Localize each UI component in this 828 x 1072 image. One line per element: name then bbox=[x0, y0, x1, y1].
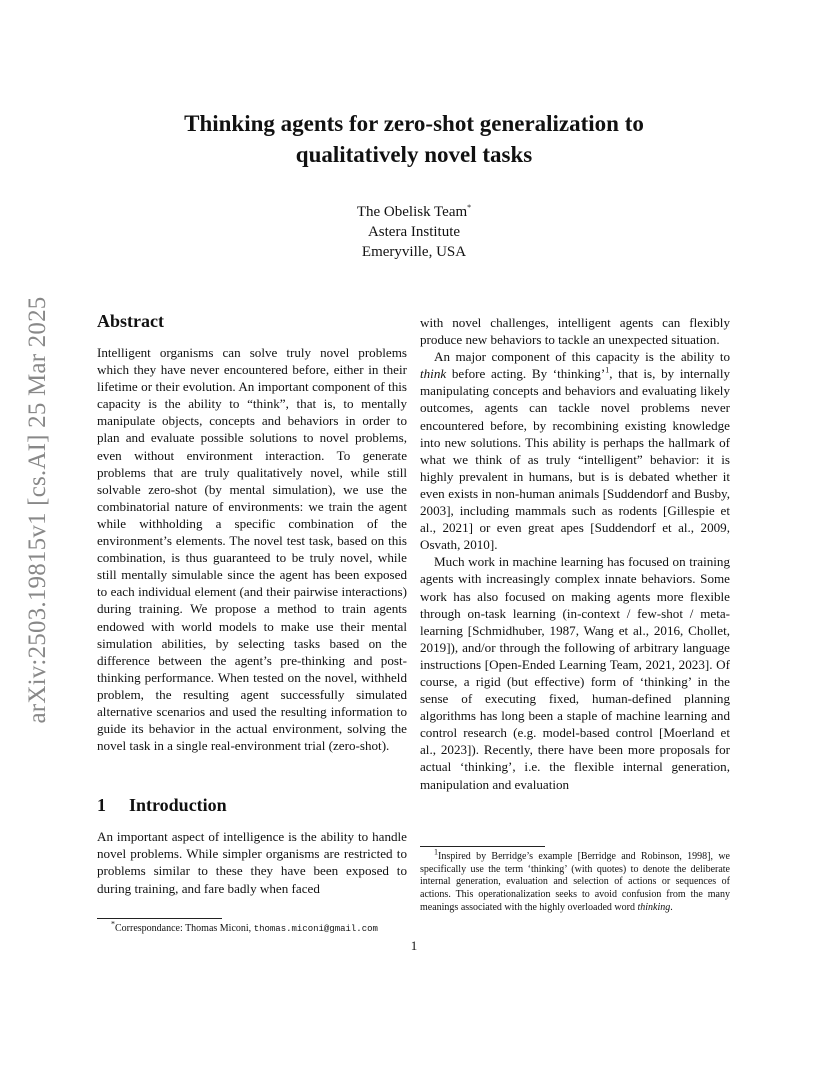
left-column bbox=[97, 310, 407, 897]
intro-paragraph-3: Much work in machine learning has focused on training agents with increasingly complex innate behaviors. Some work has also focused on making agents more flexible through on-task learning (in-context / few-shot / meta-learning [Schmidhuber, 1987, Wang et al., 2016, Chollet, 2019]), and/or through the following of arbitrary language instructions [Open-Ended Learning Team, 2021, 2023]. Of course, a rigid (but effective) form of ‘thinking’ in the sense of executing fixed, human-defined planning algorithms has long been a staple of machine learning and control research (e.g. model-based control [Moerland et al., 2023]). Recently, there have been more proposals for actual ‘thinking’, i.e. the flexible internal generation, manipulation and evaluation bbox=[420, 554, 730, 792]
section-number: 1 bbox=[97, 795, 106, 816]
footnote-correspondence-block bbox=[97, 898, 407, 936]
footnote-1 bbox=[420, 847, 730, 915]
p2-emphasis: think bbox=[420, 366, 447, 382]
page-number: 1 bbox=[410, 938, 418, 953]
author-footnote-mark: * bbox=[467, 203, 472, 212]
p2-text-c: , that is, by internally manipulating concepts and behaviors and evaluating likely outcomes, agents can tackle novel problems never encountered before, by recombining existing knowledge into new solutions. This ability is perhaps the hallmark of what we think of as truly “intelligent” behavior: it is highly prevalent in humans, but is is debated whether it even exists in non-human animals [Suddendorf and Busby, 2003], including mammals such as rodents [Gillespie et al., 2021] or even great apes [Suddendorf et al., 2009, Osvath, 2010]. bbox=[420, 366, 731, 553]
intro-paragraph-1-cont: with novel challenges, intelligent agents can flexibly produce new behaviors to tackle an unexpected situation. bbox=[420, 315, 730, 348]
p2-text-b: before acting. By ‘thinking’ bbox=[446, 366, 606, 382]
footnote-rule-right bbox=[420, 846, 545, 847]
arxiv-stamp-text: arXiv:2503.19815v1 [cs.AI] 25 Mar 2025 bbox=[24, 296, 51, 724]
author-block bbox=[0, 202, 828, 262]
intro-paragraph-1: An important aspect of intelligence is the ability to handle novel problems. While simpler organisms are restricted to problems similar to these they have been exposed to during training, and fare badly when faced bbox=[97, 829, 407, 896]
footnote-1-emphasis: thinking bbox=[637, 901, 671, 913]
author-name: The Obelisk Team bbox=[356, 204, 468, 220]
footnote-1-block bbox=[420, 826, 730, 915]
footnote-1-mark: 1 bbox=[434, 847, 438, 857]
intro-heading bbox=[97, 794, 407, 816]
footnote-rule-left bbox=[97, 918, 222, 919]
footnote-1-text-a: Inspired by Berridge’s example [Berridge and Robinson, 1998], we specifically use the term ‘thinking’ (with quotes) to denote the deliberate internal generation, evaluation and selection of actions or sequences of actions. This operationalization seeks to avoid confusion from the many meanings associated with the highly overloaded word bbox=[420, 851, 730, 913]
intro-paragraph-2 bbox=[420, 348, 730, 553]
footnote-mark: * bbox=[111, 919, 115, 929]
email-link[interactable]: thomas.miconi@gmail.com bbox=[253, 924, 378, 934]
title-line-2: qualitatively novel tasks bbox=[295, 142, 533, 167]
paper-title bbox=[0, 108, 828, 170]
abstract-heading: Abstract bbox=[97, 311, 164, 331]
abstract-body: Intelligent organisms can solve truly novel problems which they have never encountered before, either in their lifetime or their evolution. An important component of this capacity is the ability to “think”, that is, to mentally manipulate objects, concepts and behaviors in order to plan and evaluate possible solutions to novel problems, even without environment interaction. To generate problems that are truly qualitatively novel, while still solvable zero-shot (by mental simulation), we use the combinatorial nature of environments: we train the agent while withholding a specific combination of the environment’s elements. The novel test task, based on this combination, is thus guaranteed to be truly novel, while still mentally simulable since the agent has been exposed to each individual element (and their pairwise interactions) during training. We propose a method to train agents endowed with world models to make use their mental simulation abilities, by selecting tasks based on the difference between the agent’s pre-thinking and post-thinking performance. When tested on the novel, withheld problem, the resulting agent successfully simulated alternative scenarios and used the resulting information to guide its behavior in the actual environment, solving the novel task in a single real-environment trial (zero-shot). bbox=[97, 345, 407, 754]
footnote-ref-1[interactable]: 1 bbox=[605, 365, 610, 375]
section-title: Introduction bbox=[129, 795, 227, 816]
footnote-text: Correspondance: Thomas Miconi, bbox=[115, 923, 254, 934]
arxiv-stamp bbox=[20, 290, 56, 730]
author-line bbox=[0, 202, 828, 222]
location: Emeryville, USA bbox=[361, 244, 467, 260]
title-line-1: Thinking agents for zero-shot generalization to bbox=[184, 111, 644, 136]
footnote-1-text-b: . bbox=[670, 901, 673, 913]
footnote-correspondence bbox=[97, 919, 407, 936]
right-column bbox=[420, 314, 730, 793]
p2-text-a: An major component of this capacity is the ability to bbox=[434, 349, 730, 365]
affiliation: Astera Institute bbox=[367, 224, 461, 240]
